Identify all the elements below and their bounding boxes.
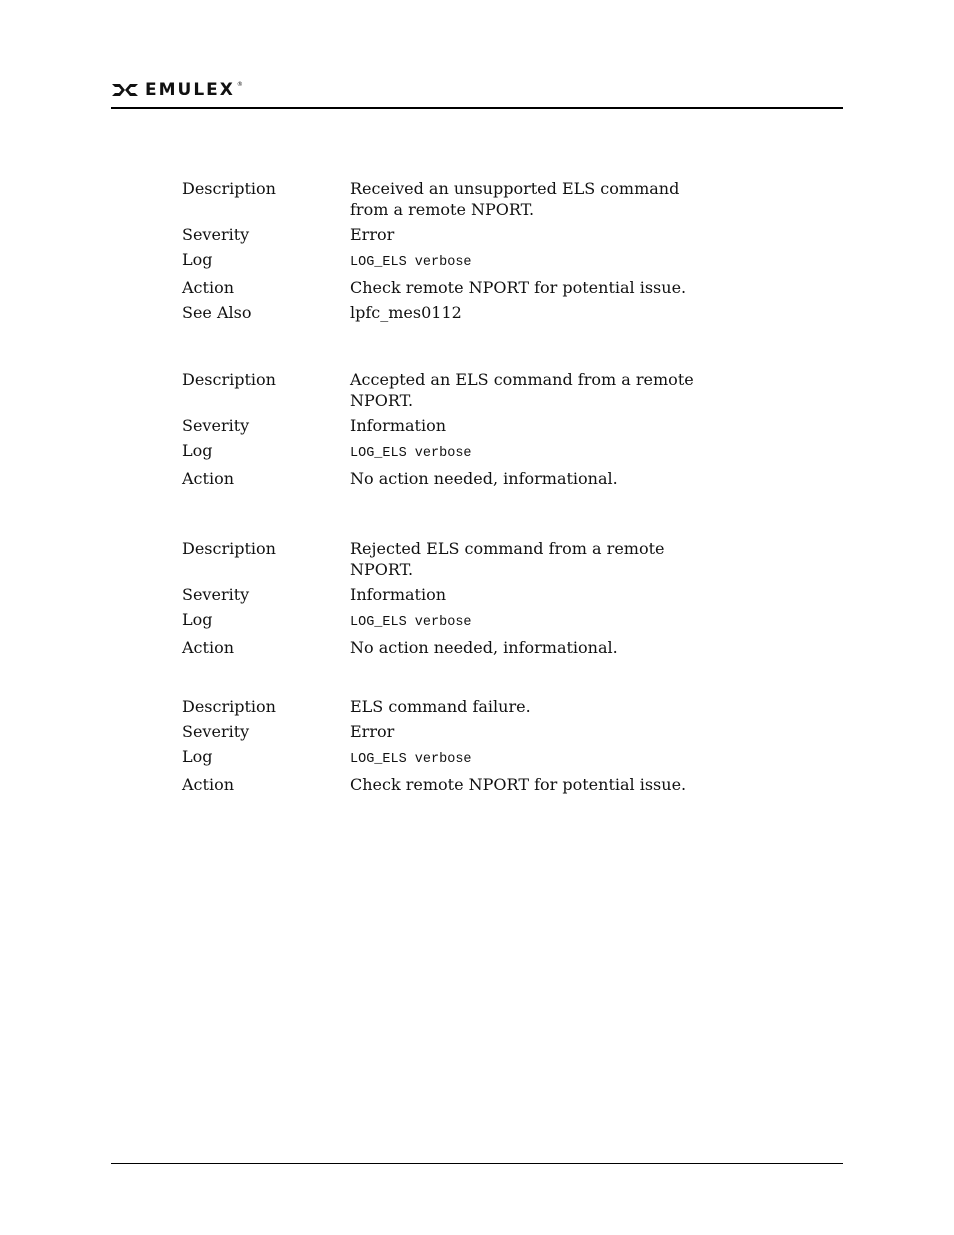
row-label: Log [182,250,213,269]
entry-row-description [182,538,742,580]
entry-row-action [182,637,742,658]
row-label: Description [182,370,276,389]
row-value: Rejected ELS command from a remote NPORT. [350,539,665,579]
entry-row-action [182,277,742,298]
row-value: Received an unsupported ELS command from a remote NPORT. [350,179,680,219]
entry-row-description [182,696,742,717]
emulex-logo [111,80,243,100]
row-value: Information [350,416,447,435]
row-value: LOG_ELS verbose [350,446,472,461]
row-label: Severity [182,416,250,435]
entry-row-log [182,609,742,633]
footer-rule [111,1163,843,1164]
row-label: Action [182,775,234,794]
row-label: Action [182,278,234,297]
message-entry [182,178,742,323]
message-entries [182,178,742,841]
entry-row-action [182,468,742,489]
entry-row-severity [182,584,742,605]
row-label: Severity [182,585,250,604]
row-label: Log [182,441,213,460]
row-value: Accepted an ELS command from a remote NPORT. [350,370,694,410]
entry-row-severity [182,224,742,245]
row-value: No action needed, informational. [350,469,618,488]
row-value: Error [350,225,395,244]
message-entry [182,369,742,489]
entry-row-description [182,178,742,220]
row-label: Action [182,469,234,488]
entry-row-log [182,249,742,273]
brand-name: EMULEX [145,80,235,100]
header-rule [111,107,843,109]
row-label: Severity [182,225,250,244]
entry-row-log [182,746,742,770]
row-label: Log [182,747,213,766]
row-value: Check remote NPORT for potential issue. [350,278,687,297]
trademark-symbol: ® [236,80,243,88]
row-value: Information [350,585,447,604]
row-label: See Also [182,303,252,322]
row-label: Description [182,697,276,716]
entry-row-action [182,774,742,795]
row-label: Description [182,539,276,558]
entry-row-see-also [182,302,742,323]
row-value: LOG_ELS verbose [350,615,472,630]
emulex-mark-icon [111,82,139,98]
entry-row-description [182,369,742,411]
row-value: Error [350,722,395,741]
row-value: LOG_ELS verbose [350,255,472,270]
row-value: Check remote NPORT for potential issue. [350,775,687,794]
row-label: Action [182,638,234,657]
row-value: LOG_ELS verbose [350,752,472,767]
row-value: No action needed, informational. [350,638,618,657]
row-value: ELS command failure. [350,697,531,716]
row-value: lpfc_mes0112 [350,303,462,322]
entry-row-severity [182,415,742,436]
message-entry [182,538,742,658]
entry-row-log [182,440,742,464]
row-label: Description [182,179,276,198]
row-label: Log [182,610,213,629]
message-entry [182,696,742,795]
entry-row-severity [182,721,742,742]
row-label: Severity [182,722,250,741]
